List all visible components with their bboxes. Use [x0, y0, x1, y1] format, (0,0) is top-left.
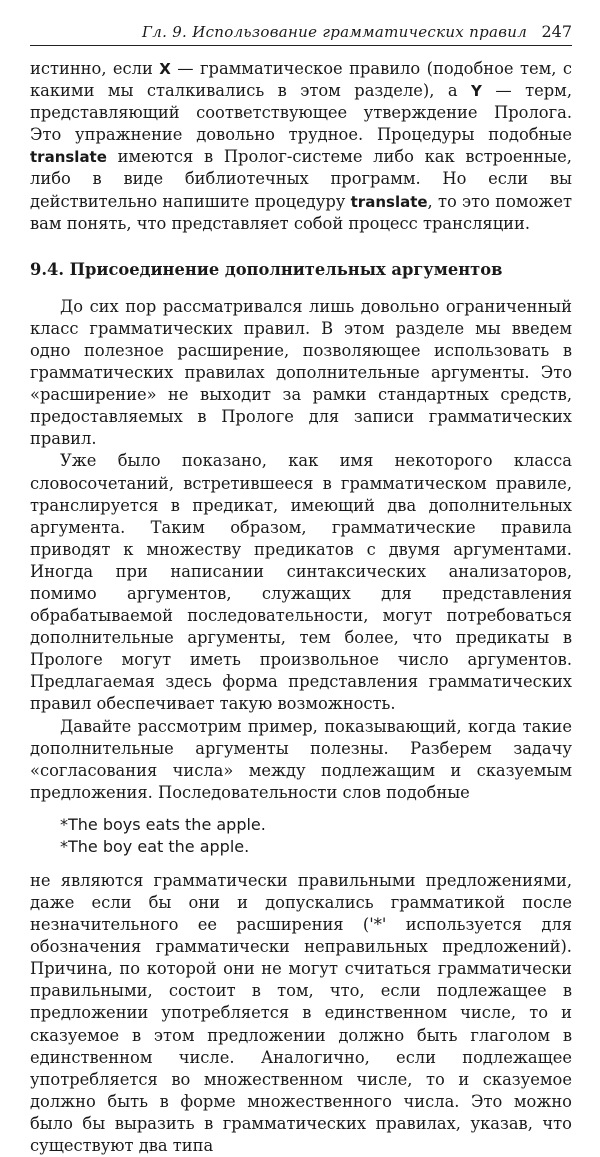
term-x: X	[159, 60, 171, 78]
section-heading: 9.4. Присоединение дополнительных аргументов	[30, 259, 503, 279]
example-sentence: *The boys eats the apple.	[60, 814, 266, 834]
procedure-name-translate: translate	[350, 192, 428, 211]
book-page	[30, 22, 572, 1157]
paragraph: Давайте рассмотрим пример, показывающий, когда такие дополнительные аргументы полезны. Разберем задачу «согласования числа» между подлежащим и сказуемым предложения. Последовательности слов подобные	[30, 716, 572, 802]
text-fragment: — грамматическое правило (подобное тем, с какими мы сталкивались в этом разделе), а	[30, 59, 572, 101]
running-title: Гл. 9. Использование грамматических правил	[142, 23, 528, 41]
text-fragment: — терм, представляющий соответствующее утверждение Пролога. Это упражнение довольно трудное. Процедуры подобные	[30, 81, 572, 145]
text-fragment: , то это поможет вам понять, что представляет собой процесс трансляции.	[30, 191, 572, 233]
page-header	[30, 22, 572, 46]
procedure-name-translate: translate	[30, 148, 107, 167]
paragraph: не являются грамматически правильными предложениями, даже если бы они и допускались грамматикой после незначительного ее расширения ('*' используется для обозначения грамматически неправильных предложений). Причина, по которой они не могут считаться грамматически правильными, состоит в том, что, если подлежащее в предложении употребляется в единственном числе, то и сказуемое в этом предложении должно быть глаголом в единственном числе. Аналогично, если подлежащее употребляется во множественном числе, то и сказуемое должно быть в форме множественного числа. Это можно было бы выразить в грамматических правилах, указав, что существуют два типа	[30, 870, 572, 1156]
example-sentence: *The boy eat the apple.	[60, 836, 250, 856]
paragraph-continuation	[30, 58, 572, 235]
paragraph: Уже было показано, как имя некоторого класса словосочетаний, встретившееся в грамматическом правиле, транслируется в предикат, имеющий два дополнительных аргумента. Таким образом, грамматические правила приводят к множеству предикатов с двумя аргументами. Иногда при написании синтаксических анализаторов, помимо аргументов, служащих для представления обрабатываемой последовательности, могут потребоваться дополнительные аргументы, тем более, что предикаты в Прологе могут иметь произвольное число аргументов. Предлагаемая здесь форма представления грамматических правил обеспечивает такую возможность.	[30, 451, 572, 714]
paragraph: До сих пор рассматривался лишь довольно ограниченный класс грамматических правил. В этом разделе мы введем одно полезное расширение, позволяющее использовать в грамматических правилах дополнительные аргументы. Это «расширение» не выходит за рамки стандартных средств, предоставляемых в Прологе для записи грамматических правил.	[30, 296, 572, 449]
text-fragment: истинно, если	[30, 59, 160, 78]
text-fragment: имеются в Пролог-системе либо как встроенные, либо в виде библиотечных программ. Но если вы действительно напишите процедуру	[30, 147, 572, 211]
example-sentences	[60, 814, 572, 858]
term-y: Y	[471, 82, 482, 101]
page-number: 247	[541, 22, 572, 41]
